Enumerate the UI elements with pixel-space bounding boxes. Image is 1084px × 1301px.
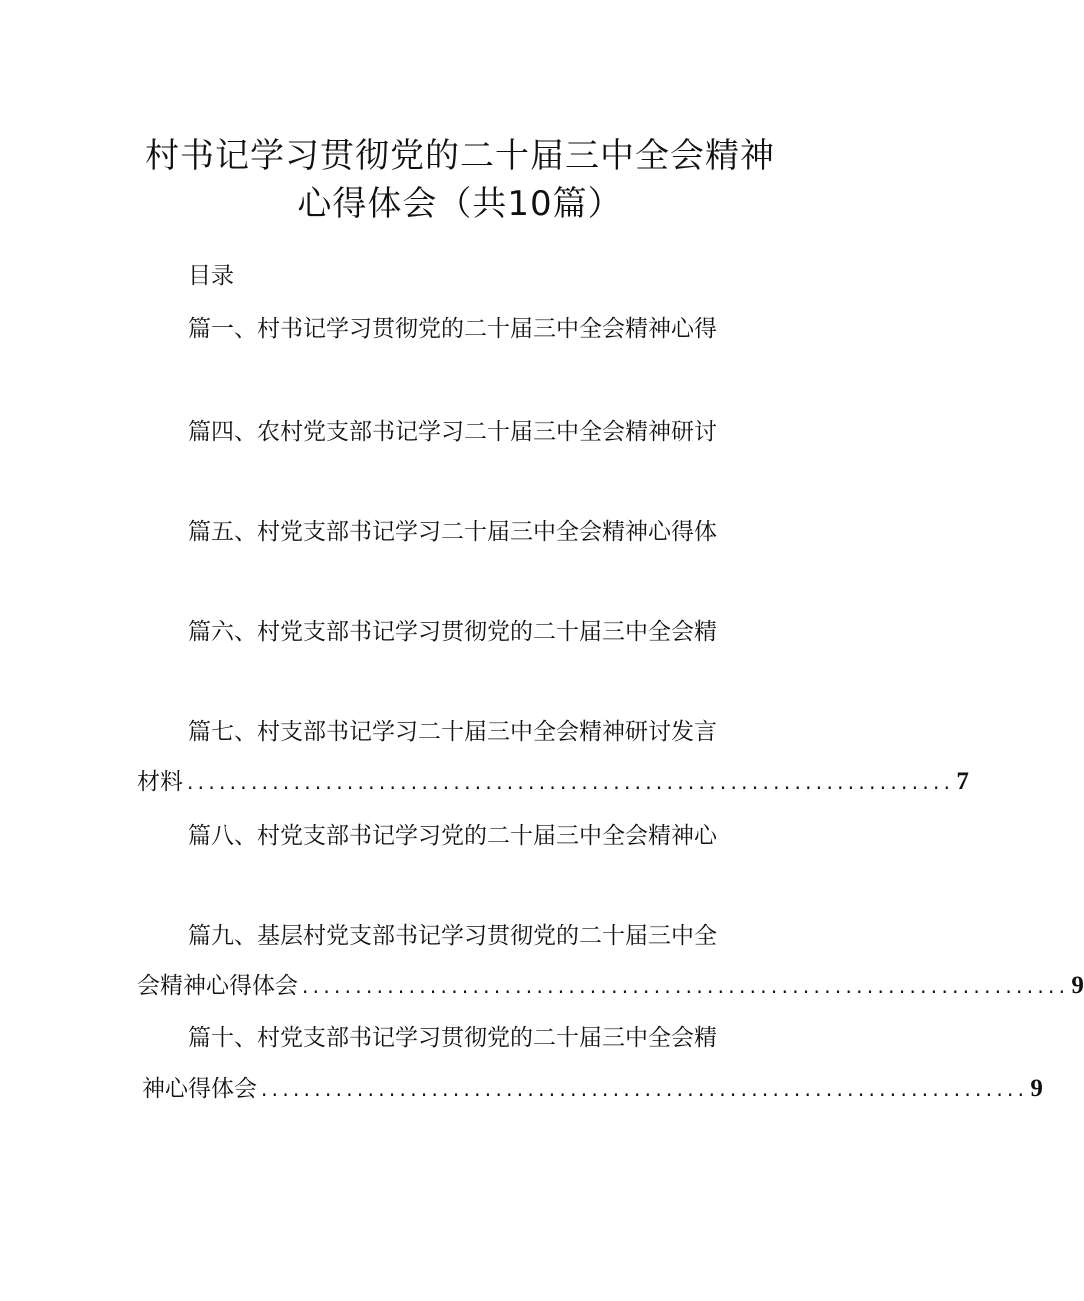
toc-entry-5[interactable]: 篇五、村党支部书记学习二十届三中全会精神心得体 xyxy=(188,519,717,545)
toc-entry-9[interactable]: 篇九、基层村党支部书记学习贯彻党的二十届三中全 xyxy=(188,923,717,949)
toc-dot-leader: ........................................................................ xyxy=(302,974,1070,998)
toc-entry-10-cont-text: 神心得体会 xyxy=(142,1076,257,1102)
toc-entry-1[interactable]: 篇一、村书记学习贯彻党的二十届三中全会精神心得 xyxy=(188,316,717,342)
document-title-line-2: 心得体会（共10篇） xyxy=(297,184,623,224)
toc-entry-7-cont-text: 材料 xyxy=(137,769,183,795)
toc-entry-6[interactable]: 篇六、村党支部书记学习贯彻党的二十届三中全会精 xyxy=(188,619,717,645)
toc-dot-leader: ........................................................................ xyxy=(187,770,955,794)
toc-entry-10-page: 9 xyxy=(1030,1075,1043,1102)
toc-entry-9-page: 9 xyxy=(1071,972,1084,999)
toc-dot-leader: ........................................................................ xyxy=(261,1077,1029,1101)
toc-entry-9-continuation[interactable] xyxy=(137,970,1084,1002)
toc-entry-8[interactable]: 篇八、村党支部书记学习党的二十届三中全会精神心 xyxy=(188,823,717,849)
toc-entry-7-page: 7 xyxy=(956,768,969,795)
document-title-line-1: 村书记学习贯彻党的二十届三中全会精神 xyxy=(145,136,775,176)
toc-entry-4[interactable]: 篇四、农村党支部书记学习二十届三中全会精神研讨 xyxy=(188,419,717,445)
toc-entry-10[interactable]: 篇十、村党支部书记学习贯彻党的二十届三中全会精 xyxy=(188,1025,717,1051)
toc-heading: 目录 xyxy=(188,263,234,289)
toc-entry-7[interactable]: 篇七、村支部书记学习二十届三中全会精神研讨发言 xyxy=(188,719,717,745)
toc-entry-10-continuation[interactable] xyxy=(142,1073,1043,1105)
toc-entry-7-continuation[interactable] xyxy=(137,766,969,798)
toc-entry-9-cont-text: 会精神心得体会 xyxy=(137,973,298,999)
